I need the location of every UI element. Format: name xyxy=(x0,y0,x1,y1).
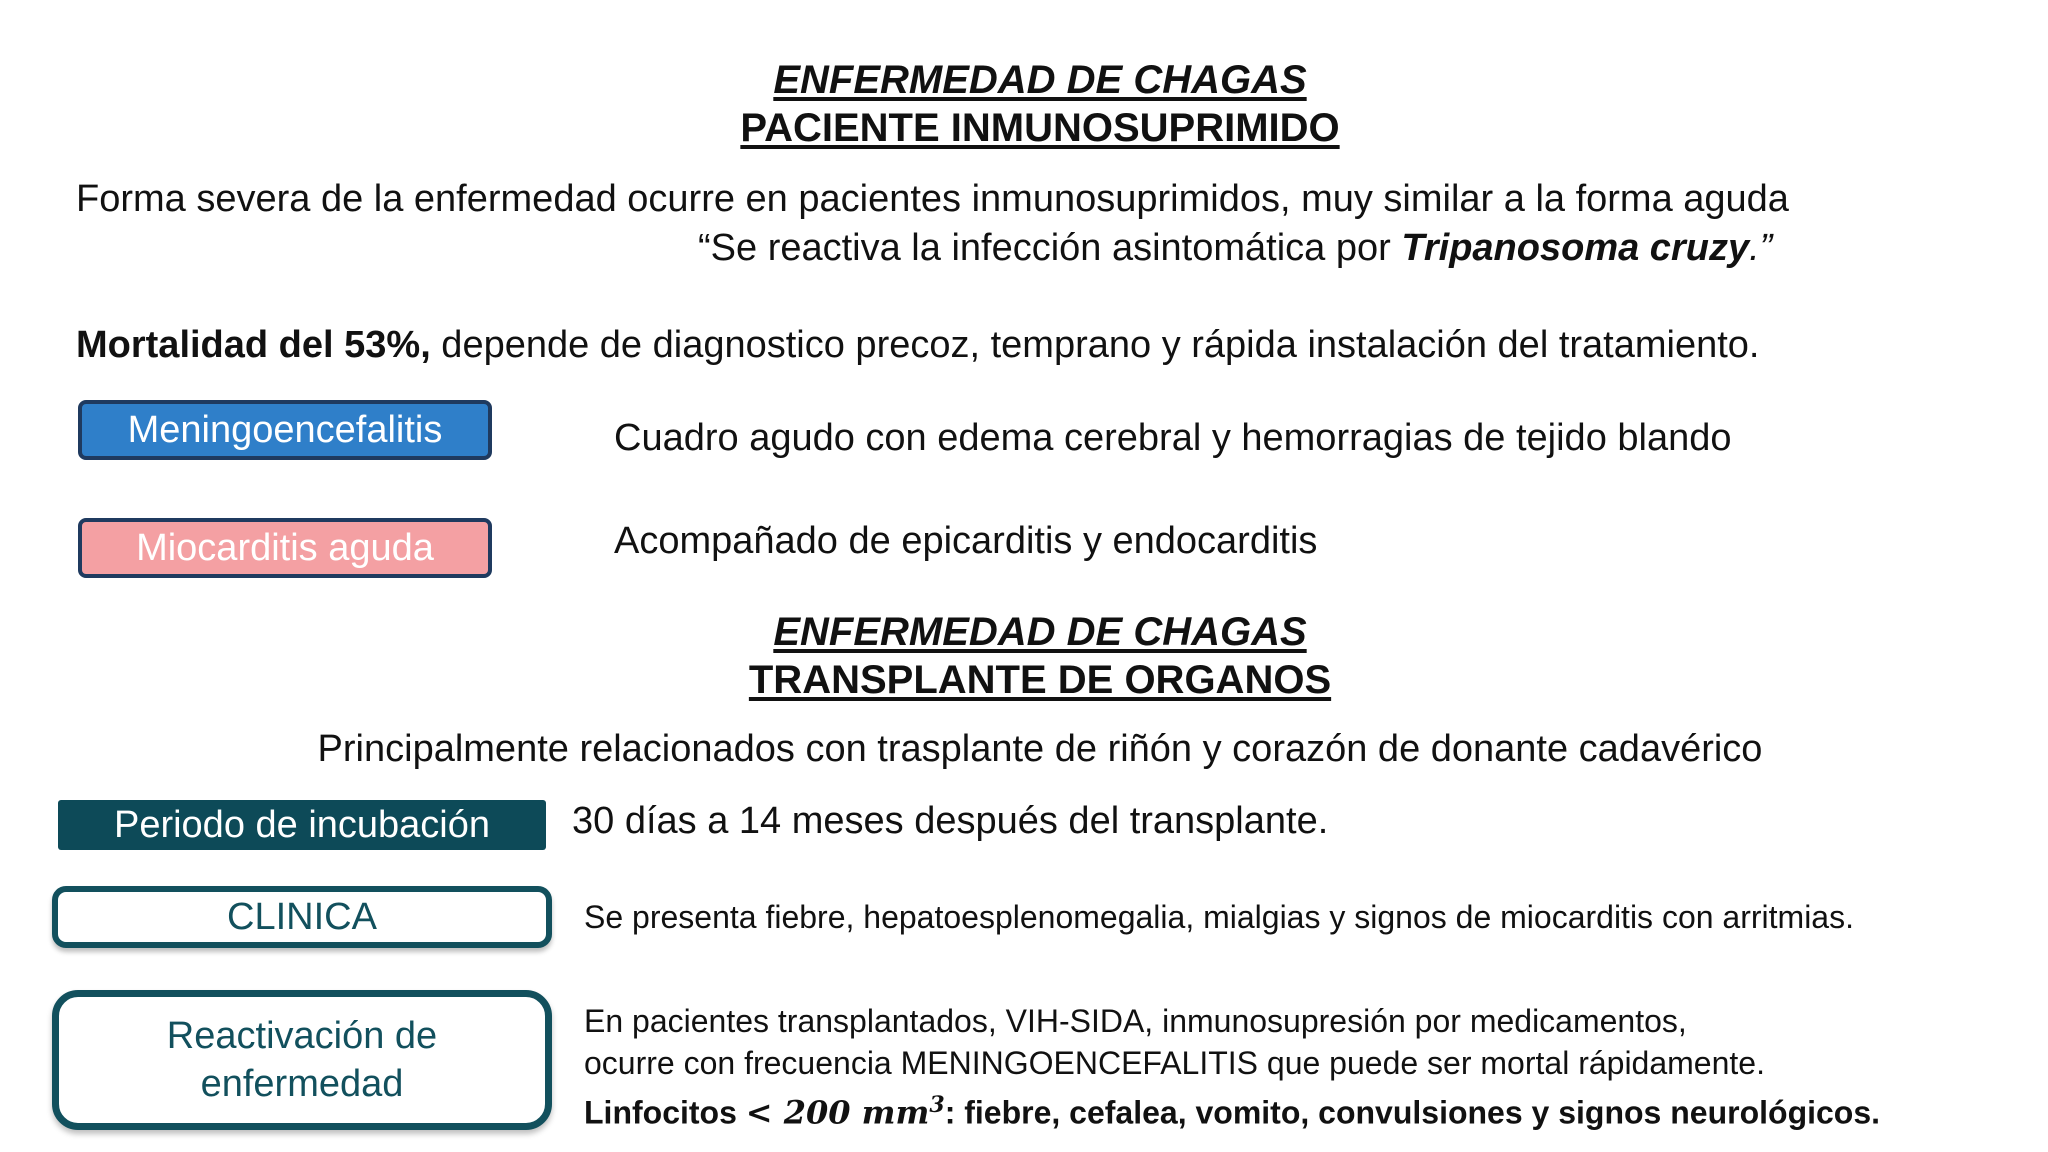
linfocitos-label: Linfocitos xyxy=(584,1094,746,1131)
incubation-badge: Periodo de incubación xyxy=(58,800,546,850)
clinica-badge: CLINICA xyxy=(52,886,552,948)
miocarditis-badge: Miocarditis aguda xyxy=(78,518,492,578)
incubation-description: 30 días a 14 meses después del transplante. xyxy=(572,800,1329,842)
reactivacion-line3 xyxy=(584,1084,1880,1134)
section1-intro-line1: Forma severa de la enfermedad ocurre en pacientes inmunosuprimidos, muy similar a la forma aguda xyxy=(76,178,1789,220)
section2-title-line1: ENFERMEDAD DE CHAGAS xyxy=(773,610,1307,654)
reactivacion-line1: En pacientes transplantados, VIH-SIDA, inmunosupresión por medicamentos, xyxy=(584,1003,1687,1039)
intro-quote-prefix: “Se reactiva la infección asintomática por xyxy=(698,227,1402,269)
meningoencefalitis-description: Cuadro agudo con edema cerebral y hemorragias de tejido blando xyxy=(614,417,1732,459)
section1-title-line1: ENFERMEDAD DE CHAGAS xyxy=(773,58,1307,102)
reactivacion-line2: ocurre con frecuencia MENINGOENCEFALITIS que puede ser mortal rápidamente. xyxy=(584,1045,1765,1081)
linfocitos-symptoms: : fiebre, cefalea, vomito, convulsiones y signos neurológicos. xyxy=(944,1094,1881,1131)
section2-intro: Principalmente relacionados con trasplante de riñón y corazón de donante cadavérico xyxy=(317,728,1763,770)
mortality-bold: Mortalidad del 53%, xyxy=(76,324,431,366)
clinica-description: Se presenta fiebre, hepatoesplenomegalia, mialgias y signos de miocarditis con arritmias. xyxy=(584,899,1854,935)
reactivacion-label-line1: Reactivación de xyxy=(166,1015,438,1057)
intro-quote-species: Tripanosoma cruzy xyxy=(1401,227,1750,269)
intro-quote-suffix: .” xyxy=(1749,227,1773,269)
mortality-rest: depende de diagnostico precoz, temprano y rápida instalación del tratamiento. xyxy=(430,324,1760,366)
linfocitos-threshold: < 200 mm xyxy=(745,1093,930,1132)
meningoencefalitis-badge: Meningoencefalitis xyxy=(78,400,492,460)
section1-title-line2: PACIENTE INMUNOSUPRIMIDO xyxy=(740,106,1340,150)
section1-intro-quote xyxy=(698,225,1772,271)
miocarditis-description: Acompañado de epicarditis y endocarditis xyxy=(614,520,1318,562)
mortality-line xyxy=(76,322,1759,368)
linfocitos-exponent: 3 xyxy=(929,1092,945,1118)
reactivacion-badge xyxy=(52,990,552,1130)
reactivacion-label-line2: enfermedad xyxy=(200,1063,404,1105)
section2-title-line2: TRANSPLANTE DE ORGANOS xyxy=(748,658,1332,702)
